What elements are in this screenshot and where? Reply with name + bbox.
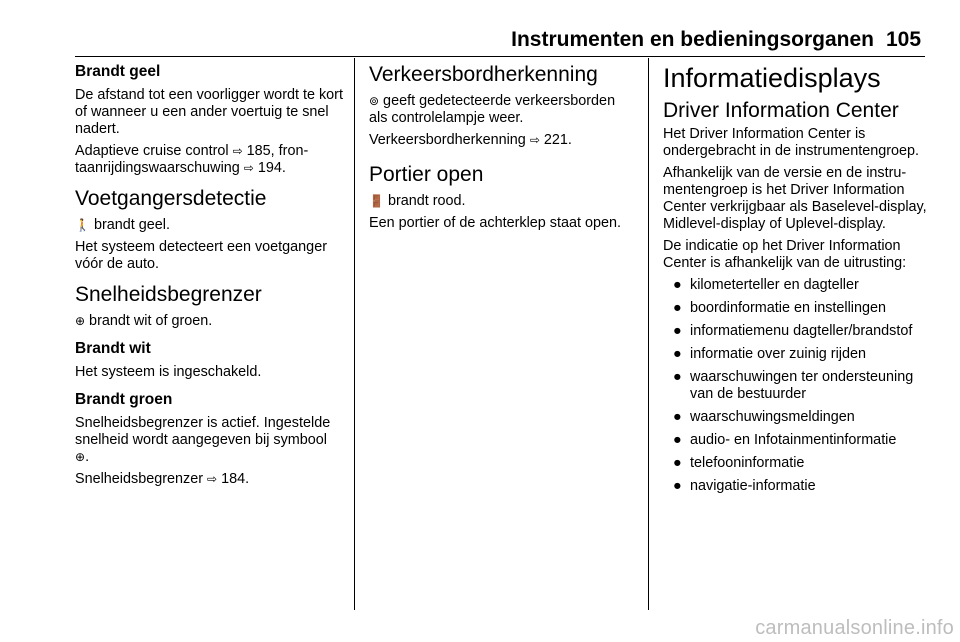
- portier-heading: Portier open: [369, 163, 484, 186]
- list-item: [663, 432, 928, 449]
- ref-text: Snelheidsbegrenzer: [75, 471, 208, 487]
- list-item: [663, 346, 928, 363]
- list-item-text: waarschuwingsmeldingen: [690, 409, 855, 425]
- brandt-wit-text: Het systeem is ingeschakeld.: [75, 364, 262, 380]
- status-text: brandt wit of groen.: [85, 313, 213, 329]
- verkeer-text: [369, 93, 635, 127]
- page-ref-arrow-icon: ⇨: [207, 472, 218, 486]
- bullet-icon: ●: [673, 300, 682, 316]
- column-3: [663, 63, 928, 501]
- verkeer-ref: [369, 132, 635, 149]
- list-item: [663, 478, 928, 495]
- voetgangers-status: [75, 217, 345, 234]
- bullet-icon: ●: [673, 369, 682, 385]
- ref-text: Adaptieve cruise control: [75, 143, 233, 159]
- pedestrian-icon: 🚶: [75, 218, 90, 232]
- snelheid-ref: [75, 471, 345, 488]
- list-item-text: audio- en Infotainmentinformatie: [690, 432, 897, 448]
- brandt-geel-text: De afstand tot een voorligger wordt te kort of wanneer u een ander voertuig te snel nadert.: [75, 87, 343, 137]
- bullet-icon: ●: [673, 346, 682, 362]
- list-item: [663, 323, 928, 340]
- list-item: [663, 300, 928, 317]
- header-rule: [75, 56, 925, 57]
- list-item: [663, 409, 928, 426]
- brandt-geel-heading: Brandt geel: [75, 63, 161, 80]
- traffic-sign-icon: ⊚: [369, 94, 380, 108]
- body-text: Snelheidsbegrenzer is actief. Ingestelde snelheid wordt aangegeven bij symbool: [75, 415, 331, 448]
- status-text: brandt rood.: [383, 193, 466, 209]
- body-text: geeft gedetecteerde verkeersborden als controlelampje weer.: [369, 93, 616, 126]
- brandt-groen-text: [75, 415, 345, 466]
- info-heading: Informatiedisplays: [663, 63, 881, 93]
- page-ref-arrow-icon: ⇨: [243, 161, 254, 175]
- snelheid-heading: Snelheidsbegrenzer: [75, 283, 262, 306]
- watermark: carmanualsonline.info: [755, 617, 954, 639]
- list-item-text: boordinformatie en instellingen: [690, 300, 886, 316]
- column-divider-2: [648, 58, 649, 610]
- bullet-icon: ●: [673, 409, 682, 425]
- header-title: Instrumenten en bedieningsorganen: [511, 28, 874, 51]
- brandt-groen-heading: Brandt groen: [75, 391, 173, 408]
- list-item-text: kilometerteller en dagteller: [690, 277, 859, 293]
- door-open-icon: 🚪: [369, 194, 384, 208]
- speed-limiter-icon: ⊕: [75, 314, 86, 328]
- list-item: [663, 277, 928, 294]
- snelheid-status: [75, 313, 345, 330]
- dic-text-1: Het Driver Information Center is ondergebracht in de instrumentengroep.: [663, 126, 920, 159]
- list-item-text: waarschuwingen ter ondersteuning van de bestuurder: [690, 369, 914, 402]
- ref-text: Verkeersbordherkenning: [369, 132, 530, 148]
- page-header: [0, 0, 960, 56]
- bullet-icon: ●: [673, 455, 682, 471]
- list-item-text: informatie over zuinig rijden: [690, 346, 866, 362]
- dic-heading: Driver Information Center: [663, 99, 899, 122]
- verkeer-heading: Verkeersbordherkenning: [369, 63, 598, 86]
- list-item: [663, 455, 928, 472]
- dic-text-2: Afhankelijk van de versie en de instrumentengroep is het Driver Information Center verkrijgbaar als Baselevel-display, Midlevel-display of Uplevel-display.: [663, 165, 927, 232]
- dic-feature-list: [663, 277, 928, 495]
- body-text: .: [85, 449, 90, 465]
- list-item-text: telefooninformatie: [690, 455, 805, 471]
- bullet-icon: ●: [673, 478, 682, 494]
- dic-text-3: De indicatie op het Driver Information Center is afhankelijk van de uitrusting:: [663, 238, 907, 271]
- page-number: 105: [886, 28, 922, 51]
- page-ref-arrow-icon: ⇨: [529, 133, 540, 147]
- column-2: [369, 63, 635, 237]
- list-item-text: informatiemenu dagteller/brandstof: [690, 323, 913, 339]
- ref-text: 221.: [539, 132, 572, 148]
- page-ref-arrow-icon: ⇨: [232, 144, 243, 158]
- speed-limiter-icon: ⊕: [75, 450, 86, 464]
- portier-text: Een portier of de achterklep staat open.: [369, 215, 621, 231]
- status-text: brandt geel.: [89, 217, 170, 233]
- portier-status: [369, 193, 635, 210]
- ref-text: 184.: [217, 471, 250, 487]
- brandt-wit-heading: Brandt wit: [75, 340, 151, 357]
- ref-text: 194.: [253, 160, 286, 176]
- column-divider-1: [354, 58, 355, 610]
- brandt-geel-refs: [75, 143, 345, 177]
- list-item: [663, 369, 928, 403]
- ref-text: 185, frontaanrijdingswaarschuwing: [75, 143, 309, 176]
- list-item-text: navigatie-informatie: [690, 478, 816, 494]
- voetgangers-heading: Voetgangersdetectie: [75, 187, 267, 210]
- bullet-icon: ●: [673, 432, 682, 448]
- voetgangers-text: Het systeem detecteert een voetganger vóór de auto.: [75, 239, 327, 272]
- bullet-icon: ●: [673, 323, 682, 339]
- column-1: [75, 63, 345, 493]
- bullet-icon: ●: [673, 277, 682, 293]
